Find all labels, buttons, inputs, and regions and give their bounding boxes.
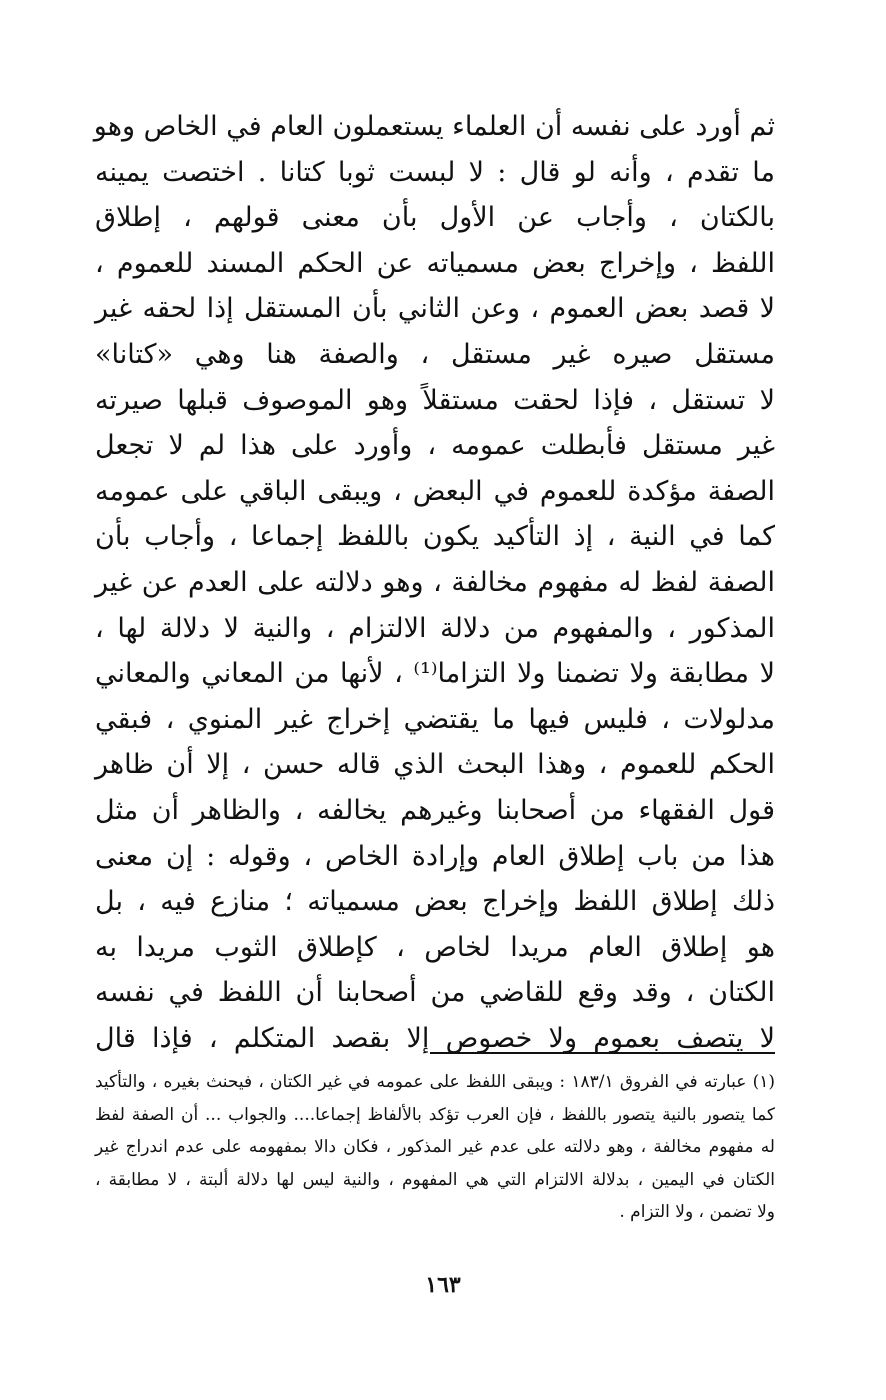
text-line: لا قصد بعض العموم ، وعن الثاني بأن المستقل إذا لحقه غير	[95, 293, 775, 325]
text-line: اللفظ ، وإخراج بعض مسمياته عن الحكم المسند للعموم ،	[95, 247, 775, 279]
text-line: بالكتان ، وأجاب عن الأول بأن معنى قولهم ، إطلاق	[95, 202, 775, 234]
text-line: ما تقدم ، وأنه لو قال : لا لبست ثوبا كتانا . اختصت يمينه	[95, 156, 775, 188]
text-line: كما في النية ، إذ التأكيد يكون باللفظ إجماعا ، وأجاب بأن	[95, 521, 775, 553]
text-line: لا تستقل ، فإذا لحقت مستقلاً وهو الموصوف قبلها صيرته	[95, 384, 775, 416]
text-line: هو إطلاق العام مريدا لخاص ، كإطلاق الثوب مريدا به	[95, 931, 775, 963]
footnote-line: كما يتصور بالنية يتصور باللفظ ، فإن العرب تؤكد بالألفاظ إجماعا.... والجواب ... أن الصفة لفظ	[95, 1104, 775, 1125]
page-number: ١٦٣	[425, 1272, 461, 1298]
footnote-line: (١) عبارته في الفروق ١٨٣/١ : ويبقى اللفظ على عمومه في غير الكتان ، فيحنث بغيره ، والتأكيد	[95, 1072, 775, 1092]
footnote-separator	[430, 1052, 775, 1054]
text-line: مستقل صيره غير مستقل ، والصفة هنا وهي «كتانا»	[95, 338, 775, 370]
text-line: ثم أورد على نفسه أن العلماء يستعملون العام في الخاص وهو	[93, 111, 775, 142]
footnotes	[95, 1066, 775, 1229]
text-line: الصفة لفظ له مفهوم مخالفة ، وهو دلالته على العدم عن غير	[95, 566, 775, 598]
text-line: لا يتصف بعموم ولا خصوص إلا بقصد المتكلم ، فإذا قال	[95, 1022, 775, 1054]
text-line: لا مطابقة ولا تضمنا ولا التزاما⁽¹⁾ ، لأنها من المعاني والمعاني	[95, 658, 775, 690]
footnote-line: له مفهوم مخالفة ، وهو دلالته على عدم غير المذكور ، فكان دالا بمفهومه على عدم اندراج غير	[95, 1137, 775, 1157]
text-line: قول الفقهاء من أصحابنا وغيرهم يخالفه ، والظاهر أن مثل	[95, 794, 775, 826]
text-line: هذا من باب إطلاق العام وإرادة الخاص ، وقوله : إن معنى	[95, 840, 775, 872]
main-text	[95, 104, 775, 1061]
text-line: الكتان ، وقد وقع للقاضي من أصحابنا أن اللفظ في نفسه	[95, 977, 775, 1009]
text-line: غير مستقل فأبطلت عمومه ، وأورد على هذا لم لا تجعل	[95, 430, 775, 462]
text-line: الصفة مؤكدة للعموم في البعض ، ويبقى الباقي على عمومه	[95, 475, 775, 507]
text-line: الحكم للعموم ، وهذا البحث الذي قاله حسن ، إلا أن ظاهر	[95, 749, 775, 781]
text-line: مدلولات ، فليس فيها ما يقتضي إخراج غير المنوي ، فبقي	[95, 703, 775, 735]
text-line: ذلك إطلاق اللفظ وإخراج بعض مسمياته ؛ منازع فيه ، بل	[95, 886, 775, 918]
footnote-line: الكتان في اليمين ، بدلالة الالتزام التي هي المفهوم ، والنية ليس لها دلالة ألبتة ، لا مطابقة ،	[95, 1169, 775, 1190]
text-line: المذكور ، والمفهوم من دلالة الالتزام ، والنية لا دلالة لها ،	[95, 612, 775, 644]
footnote-line: ولا تضمن ، ولا التزام .	[619, 1202, 775, 1222]
